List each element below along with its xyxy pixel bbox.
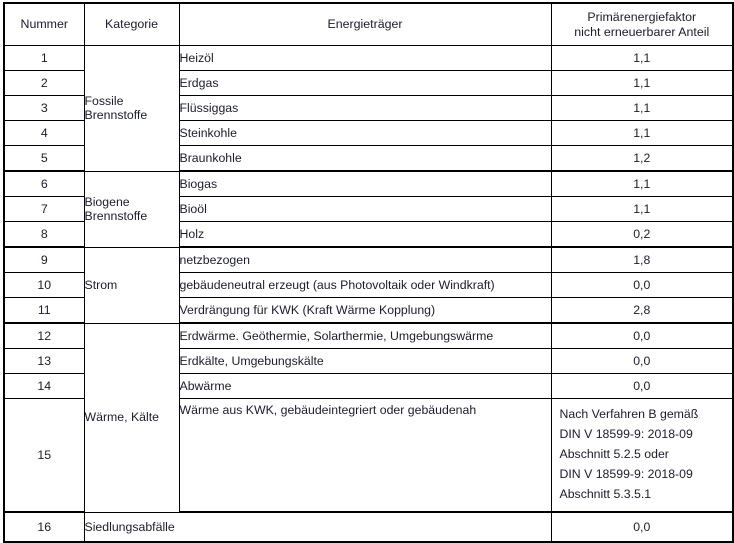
cell-kategorie-fossile-brennstoffe bbox=[84, 46, 179, 172]
cell-energietraeger: Erdgas bbox=[179, 71, 551, 96]
cell-nummer: 3 bbox=[4, 96, 84, 121]
kategorie-biogene-line2: Brennstoffe bbox=[84, 209, 148, 223]
cell-kategorie-waerme-kaelte: Wärme, Kälte bbox=[84, 323, 179, 512]
cell-energietraeger-siedlungsabfaelle: Siedlungsabfälle bbox=[84, 512, 551, 542]
cell-faktor: 1,1 bbox=[551, 46, 733, 71]
primaerenergiefaktor-table bbox=[3, 2, 734, 543]
cell-faktor: 0,0 bbox=[551, 374, 733, 399]
cell-faktor: 1,2 bbox=[551, 146, 733, 172]
cell-faktor: 0,0 bbox=[551, 323, 733, 349]
cell-kategorie-strom: Strom bbox=[84, 247, 179, 323]
note-line-2: DIN V 18599-9: 2018-09 bbox=[559, 427, 693, 442]
column-header-primaerenergiefaktor bbox=[551, 3, 733, 46]
cell-energietraeger: Heizöl bbox=[179, 46, 551, 71]
note-line-5: Abschnitt 5.3.5.1 bbox=[559, 486, 652, 501]
cell-energietraeger: Holz bbox=[179, 222, 551, 248]
cell-faktor: 0,0 bbox=[551, 273, 733, 298]
cell-energietraeger: Biogas bbox=[179, 171, 551, 197]
cell-energietraeger: Steinkohle bbox=[179, 121, 551, 146]
cell-faktor-note bbox=[551, 399, 733, 513]
column-header-kategorie: Kategorie bbox=[84, 3, 179, 46]
cell-faktor: 0,0 bbox=[551, 349, 733, 374]
cell-nummer: 6 bbox=[4, 171, 84, 197]
column-header-nummer: Nummer bbox=[4, 3, 84, 46]
cell-nummer: 9 bbox=[4, 247, 84, 273]
header-faktor-line1: Primärenergiefaktor bbox=[587, 9, 697, 24]
cell-energietraeger: Erdwärme. Geöthermie, Solarthermie, Umgebungswärme bbox=[179, 323, 551, 349]
cell-energietraeger: Erdkälte, Umgebungskälte bbox=[179, 349, 551, 374]
header-faktor-line2: nicht erneuerbarer Anteil bbox=[574, 24, 710, 39]
cell-nummer: 4 bbox=[4, 121, 84, 146]
table-body bbox=[4, 46, 733, 543]
cell-faktor: 1,8 bbox=[551, 247, 733, 273]
cell-energietraeger: Abwärme bbox=[179, 374, 551, 399]
cell-energietraeger: Bioöl bbox=[179, 197, 551, 222]
cell-faktor: 1,1 bbox=[551, 96, 733, 121]
header-row bbox=[4, 3, 733, 46]
cell-kategorie-biogene-brennstoffe bbox=[84, 171, 179, 247]
cell-faktor: 1,1 bbox=[551, 171, 733, 197]
cell-faktor: 2,8 bbox=[551, 298, 733, 324]
cell-energietraeger: Flüssiggas bbox=[179, 96, 551, 121]
cell-nummer: 8 bbox=[4, 222, 84, 248]
note-line-3: Abschnitt 5.2.5 oder bbox=[559, 447, 669, 462]
cell-energietraeger: gebäudeneutral erzeugt (aus Photovoltaik oder Windkraft) bbox=[179, 273, 551, 298]
table-row bbox=[4, 46, 733, 71]
cell-nummer: 14 bbox=[4, 374, 84, 399]
table-row bbox=[4, 247, 733, 273]
note-line-1: Nach Verfahren B gemäß bbox=[559, 407, 699, 422]
table-row bbox=[4, 171, 733, 197]
cell-nummer: 7 bbox=[4, 197, 84, 222]
table-header bbox=[4, 3, 733, 46]
cell-faktor: 0,2 bbox=[551, 222, 733, 248]
cell-nummer: 16 bbox=[4, 512, 84, 542]
kategorie-fossile-line1: Fossile bbox=[84, 93, 124, 108]
note-line-4: DIN V 18599-9: 2018-09 bbox=[559, 466, 693, 481]
kategorie-fossile-line2: Brennstoffe bbox=[84, 108, 148, 123]
cell-faktor: 1,1 bbox=[551, 121, 733, 146]
cell-nummer: 10 bbox=[4, 273, 84, 298]
table-row bbox=[4, 512, 733, 542]
table-row bbox=[4, 323, 733, 349]
cell-nummer: 11 bbox=[4, 298, 84, 324]
cell-energietraeger: Verdrängung für KWK (Kraft Wärme Kopplung) bbox=[179, 298, 551, 324]
cell-nummer: 15 bbox=[4, 399, 84, 513]
cell-energietraeger: Wärme aus KWK, gebäudeintegriert oder gebäudenah bbox=[179, 399, 551, 513]
cell-energietraeger: Braunkohle bbox=[179, 146, 551, 172]
cell-faktor: 1,1 bbox=[551, 71, 733, 96]
cell-nummer: 2 bbox=[4, 71, 84, 96]
cell-energietraeger: netzbezogen bbox=[179, 247, 551, 273]
cell-nummer: 1 bbox=[4, 46, 84, 71]
kategorie-biogene-line1: Biogene bbox=[84, 194, 130, 209]
cell-nummer: 12 bbox=[4, 323, 84, 349]
column-header-energietraeger: Energieträger bbox=[179, 3, 551, 46]
cell-nummer: 5 bbox=[4, 146, 84, 172]
cell-nummer: 13 bbox=[4, 349, 84, 374]
cell-faktor: 1,1 bbox=[551, 197, 733, 222]
cell-faktor: 0,0 bbox=[551, 512, 733, 542]
